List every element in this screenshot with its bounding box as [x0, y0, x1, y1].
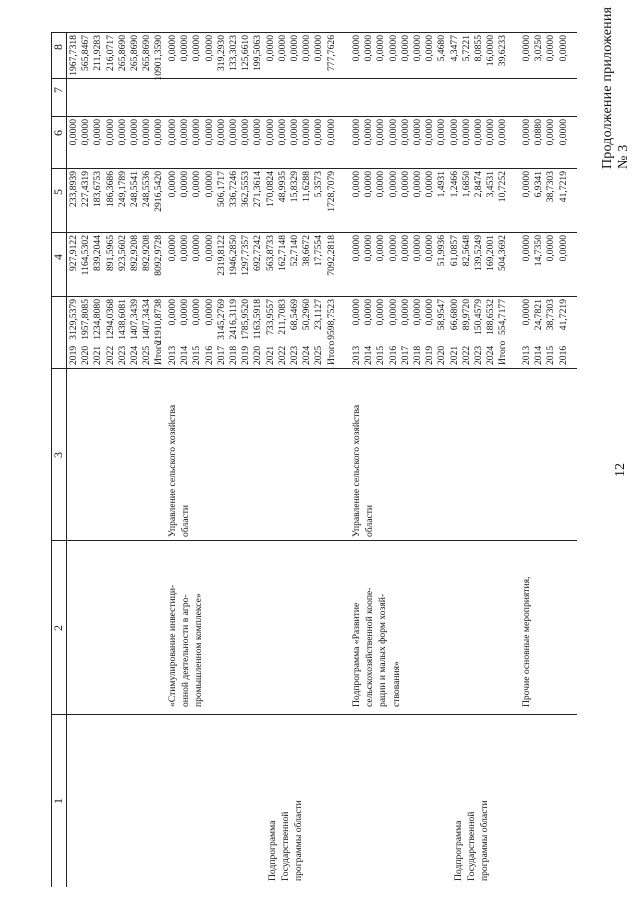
cooperation-row-year: 2016	[387, 345, 399, 365]
investment-row-value: 506,1717	[215, 171, 227, 207]
investment-row-year: 2015	[191, 345, 203, 365]
continued-row-value: 2916,5420	[153, 171, 165, 212]
other-row-year: 2016	[557, 345, 569, 365]
cooperation-row-year: 2013	[351, 345, 362, 365]
cooperation-row-year: 2018	[412, 345, 423, 365]
continued-row-value: 0,0000	[92, 119, 104, 146]
investment-row-value: 0,0000	[240, 119, 252, 146]
continued-row-value: 1407,3439	[129, 299, 140, 340]
cooperation-row-value: 0,0000	[497, 119, 509, 146]
investment-row-value: 170,0824	[264, 171, 276, 207]
cooperation-row-value: 4,3477	[448, 35, 460, 62]
continued-row-value: 10901,3590	[153, 35, 165, 81]
investment-col3-line: области	[180, 504, 192, 537]
investment-row-value: 1728,7079	[325, 171, 337, 212]
header-col-1: 1	[51, 798, 65, 804]
cooperation-row-value: 504,3692	[497, 235, 509, 271]
budget-table	[51, 32, 577, 887]
investment-row-value: 9598,7523	[325, 299, 337, 340]
investment-col1-line: Подпрограмма	[267, 820, 278, 881]
investment-row-value: 0,0000	[203, 299, 215, 326]
investment-row-year: 2021	[264, 345, 276, 365]
cooperation-row-value: 0,0000	[363, 35, 375, 62]
investment-row-value: 0,0000	[313, 35, 325, 62]
investment-row-value: 0,0000	[191, 119, 203, 146]
investment-row-value: 11,6288	[301, 171, 313, 202]
continued-row-value: 249,1789	[116, 171, 128, 207]
investment-row-value: 336,7246	[228, 171, 239, 207]
investment-row-year: 2019	[240, 345, 252, 365]
investment-row-value: 5,3573	[313, 171, 325, 198]
investment-row-value: 0,0000	[179, 171, 191, 198]
cooperation-row-value: 0,0000	[387, 299, 399, 326]
continued-row-value: 565,8467	[80, 35, 92, 71]
continued-row-year: 2025	[141, 345, 153, 365]
col-divider-2	[51, 540, 577, 541]
cooperation-row-value: 0,0000	[375, 299, 387, 326]
investment-row-value: 0,0000	[167, 171, 178, 198]
continued-row-value: 927,9122	[68, 235, 79, 271]
continued-row-value: 1164,5302	[80, 235, 92, 276]
investment-row-value: 0,0000	[313, 119, 325, 146]
cooperation-row-value: 0,0000	[351, 119, 362, 146]
continued-row-value: 891,5965	[104, 235, 116, 271]
investment-row-value: 0,0000	[191, 299, 203, 326]
investment-row-value: 0,0000	[301, 35, 313, 62]
investment-row-value: 0,0000	[191, 35, 203, 62]
investment-row-year: 2018	[228, 345, 239, 365]
continued-row-value: 265,8690	[116, 35, 128, 71]
cooperation-row-value: 8,0855	[473, 35, 484, 62]
continued-row-value: 216,0717	[104, 35, 116, 71]
table-right-border	[51, 32, 577, 33]
cooperation-row-year: 2014	[363, 345, 375, 365]
cooperation-row-value: 0,0000	[387, 235, 399, 262]
cooperation-row-value: 0,0000	[424, 119, 436, 146]
cooperation-row-year: 2020	[436, 345, 448, 365]
header-col-4: 4	[51, 254, 65, 260]
cooperation-row-value: 0,0000	[363, 299, 375, 326]
continued-row-value: 0,0000	[68, 119, 79, 146]
cooperation-row-value: 0,0000	[363, 119, 375, 146]
continued-row-value: 183,6753	[92, 171, 104, 207]
investment-row-value: 0,0000	[301, 119, 313, 146]
continued-row-value: 892,9208	[141, 235, 153, 271]
continued-row-value: 839,2044	[92, 235, 104, 271]
cooperation-row-year: 2024	[485, 345, 497, 365]
cooperation-row-value: 82,5648	[460, 235, 472, 267]
continued-row-year: 2021	[92, 345, 104, 365]
other-row-value: 0,0000	[521, 299, 532, 326]
investment-row-value: 0,0000	[264, 119, 276, 146]
cooperation-col2-line: сельскохозяйственной коопе-	[364, 587, 376, 707]
investment-col2-line: промышленном комплексе»	[193, 593, 205, 707]
investment-row-value: 0,0000	[276, 35, 288, 62]
investment-row-value: 1785,9520	[240, 299, 252, 340]
other-row-value: 3,0250	[533, 35, 545, 62]
investment-row-value: 0,0000	[289, 119, 300, 146]
investment-row-value: 0,0000	[252, 119, 264, 146]
continued-row-value: 21910,8738	[153, 299, 165, 345]
cooperation-row-value: 0,0000	[399, 35, 411, 62]
continued-row-value: 265,8690	[129, 35, 140, 71]
continued-row-value: 923,5602	[116, 235, 128, 271]
investment-row-year: 2014	[179, 345, 191, 365]
investment-row-value: 271,3614	[252, 171, 264, 207]
investment-row-value: 0,0000	[203, 35, 215, 62]
header-col-7: 7	[51, 87, 65, 93]
col-divider-3	[51, 368, 577, 369]
investment-row-year: 2020	[252, 345, 264, 365]
investment-col1-line: Государственной	[280, 811, 292, 881]
cooperation-row-value: 39,6233	[497, 35, 509, 67]
cooperation-row-value: 0,0000	[424, 35, 436, 62]
other-row-value: 0,0000	[521, 235, 532, 262]
investment-row-value: 7092,2818	[325, 235, 337, 276]
header-col-3: 3	[51, 452, 65, 458]
cooperation-row-value: 1,2466	[448, 171, 460, 198]
continued-row-value: 248,5536	[141, 171, 153, 207]
investment-row-value: 0,0000	[179, 235, 191, 262]
investment-row-value: 38,6672	[301, 235, 313, 267]
cooperation-row-value: 0,0000	[412, 171, 423, 198]
other-row-value: 38,7303	[545, 171, 557, 203]
investment-row-value: 162,7148	[276, 235, 288, 271]
investment-row-value: 211,7083	[276, 299, 288, 335]
header-col-8: 8	[51, 44, 65, 50]
investment-row-value: 0,0000	[191, 235, 203, 262]
investment-row-value: 1163,5918	[252, 299, 264, 340]
investment-row-value: 0,0000	[167, 119, 178, 146]
investment-row-value: 0,0000	[289, 35, 300, 62]
investment-row-value: 0,0000	[215, 119, 227, 146]
table-header-bottom-border	[66, 32, 67, 887]
investment-row-value: 0,0000	[167, 235, 178, 262]
cooperation-row-value: 0,0000	[473, 119, 484, 146]
col-divider-5	[51, 232, 577, 233]
investment-row-year: 2025	[313, 345, 325, 365]
investment-row-value: 0,0000	[264, 35, 276, 62]
cooperation-row-value: 0,0000	[436, 119, 448, 146]
investment-row-value: 0,0000	[167, 299, 178, 326]
cooperation-row-value: 5,7221	[460, 35, 472, 62]
other-row-value: 41,7219	[557, 171, 569, 203]
other-row-value: 38,7303	[545, 299, 557, 331]
other-row-value: 0,0000	[557, 119, 569, 146]
cooperation-col2-line: рации и малых форм хозяй-	[377, 593, 389, 707]
investment-row-value: 133,3023	[228, 35, 239, 71]
cooperation-row-value: 0,0000	[412, 299, 423, 326]
other-row-value: 24,7821	[533, 299, 545, 331]
cooperation-row-value: 1,4931	[436, 171, 448, 198]
cooperation-row-value: 0,0000	[399, 299, 411, 326]
cooperation-col3-line: Управление сельского хозяйства	[351, 404, 362, 537]
investment-row-value: 0,0000	[276, 119, 288, 146]
other-row-value: 0,0000	[545, 35, 557, 62]
investment-row-value: 0,0000	[179, 299, 191, 326]
continued-row-value: 0,0000	[80, 119, 92, 146]
cooperation-row-value: 2,8474	[473, 171, 484, 198]
investment-row-value: 2416,3119	[228, 299, 239, 340]
investment-row-value: 0,0000	[203, 119, 215, 146]
header-col-6: 6	[51, 130, 65, 136]
cooperation-row-value: 66,6800	[448, 299, 460, 331]
cooperation-col1-line: Подпрограмма	[453, 820, 464, 881]
continued-row-value: 186,3686	[104, 171, 116, 207]
other-row-value: 0,0000	[521, 119, 532, 146]
investment-row-value: 48,9935	[276, 171, 288, 203]
other-col2-line: Прочие основные мероприятия,	[521, 576, 532, 707]
cooperation-row-value: 0,0000	[351, 35, 362, 62]
continued-row-value: 892,9208	[129, 235, 140, 271]
cooperation-col2-line: ствования»	[390, 661, 402, 707]
investment-row-year: 2022	[276, 345, 288, 365]
col-divider-6	[51, 168, 577, 169]
cooperation-row-value: 0,0000	[387, 35, 399, 62]
cooperation-row-value: 0,0000	[485, 119, 497, 146]
cooperation-row-value: 3,4531	[485, 171, 497, 198]
cooperation-row-year: 2017	[399, 345, 411, 365]
cooperation-row-value: 139,5249	[473, 235, 484, 271]
col-divider-1	[51, 714, 577, 715]
cooperation-row-value: 0,0000	[412, 235, 423, 262]
cooperation-row-year: 2022	[460, 345, 472, 365]
investment-row-value: 3145,2769	[215, 299, 227, 340]
investment-row-value: 125,6610	[240, 35, 252, 71]
continued-row-value: 1438,6081	[116, 299, 128, 340]
investment-row-value: 777,7626	[325, 35, 337, 71]
cooperation-row-value: 51,9936	[436, 235, 448, 267]
investment-row-value: 0,0000	[228, 119, 239, 146]
investment-row-year: 2023	[289, 345, 300, 365]
cooperation-row-value: 0,0000	[351, 235, 362, 262]
investment-row-value: 0,0000	[203, 235, 215, 262]
investment-row-value: 17,7554	[313, 235, 325, 267]
other-row-value: 0,0000	[521, 171, 532, 198]
continued-row-value: 8092,9728	[153, 235, 165, 276]
continued-row-year: 2024	[129, 345, 140, 365]
investment-row-value: 733,9557	[264, 299, 276, 335]
cooperation-row-value: 169,2001	[485, 235, 497, 271]
continued-row-value: 0,0000	[116, 119, 128, 146]
cooperation-row-value: 554,7177	[497, 299, 509, 335]
continued-row-year: 2023	[116, 345, 128, 365]
other-row-value: 0,0000	[545, 235, 557, 262]
cooperation-row-value: 0,0000	[351, 171, 362, 198]
cooperation-row-value: 0,0000	[412, 119, 423, 146]
cooperation-row-value: 0,0000	[399, 235, 411, 262]
other-row-value: 0,0000	[557, 35, 569, 62]
investment-row-value: 563,8733	[264, 235, 276, 271]
investment-col2-line: «Стимулирование инвестици-	[167, 584, 178, 707]
other-row-value: 0,0000	[521, 35, 532, 62]
cooperation-row-year: 2019	[424, 345, 436, 365]
cooperation-row-year: 2021	[448, 345, 460, 365]
continued-row-value: 265,8690	[141, 35, 153, 71]
page-number: 12	[613, 463, 628, 477]
cooperation-row-value: 0,0000	[424, 171, 436, 198]
cooperation-row-value: 0,0000	[351, 299, 362, 326]
investment-row-value: 1297,7357	[240, 235, 252, 276]
continued-row-value: 0,0000	[104, 119, 116, 146]
cooperation-row-value: 0,0000	[412, 35, 423, 62]
cooperation-row-value: 0,0000	[448, 119, 460, 146]
cooperation-row-value: 5,4680	[436, 35, 448, 62]
continued-row-value: 0,0000	[141, 119, 153, 146]
col-divider-7	[51, 116, 577, 117]
header-col-5: 5	[51, 189, 65, 195]
cooperation-row-value: 150,4579	[473, 299, 484, 335]
cooperation-row-value: 0,0000	[375, 35, 387, 62]
continued-row-value: 227,4319	[80, 171, 92, 207]
continued-row-value: 1967,7318	[68, 35, 79, 76]
other-row-value: 0,0000	[545, 119, 557, 146]
cooperation-col1-line: программы области	[479, 800, 491, 881]
investment-row-value: 0,0000	[179, 119, 191, 146]
continued-row-value: 1294,0368	[104, 299, 116, 340]
other-row-year: 2015	[545, 345, 557, 365]
cooperation-col1-line: Государственной	[466, 811, 478, 881]
cooperation-col2-line: Подпрограмма «Развитие	[351, 602, 362, 707]
investment-row-value: 52,7140	[289, 235, 300, 267]
cooperation-row-year: 2015	[375, 345, 387, 365]
investment-row-value: 2319,8122	[215, 235, 227, 276]
investment-row-value: 68,5469	[289, 299, 300, 331]
cooperation-row-value: 58,9547	[436, 299, 448, 331]
investment-row-year: 2016	[203, 345, 215, 365]
investment-col2-line: онной деятельности в агро-	[180, 594, 192, 707]
cooperation-row-value: 0,0000	[375, 171, 387, 198]
other-row-year: 2013	[521, 345, 532, 365]
cooperation-row-value: 10,7252	[497, 171, 509, 203]
cooperation-row-value: 0,0000	[387, 171, 399, 198]
investment-row-value: 199,5063	[252, 35, 264, 71]
cooperation-row-value: 0,0000	[363, 171, 375, 198]
cooperation-row-value: 0,0000	[387, 119, 399, 146]
cooperation-row-value: 0,0000	[399, 171, 411, 198]
investment-row-value: 15,8329	[289, 171, 300, 203]
investment-row-value: 1946,2850	[228, 235, 239, 276]
continued-row-value: 1957,8085	[80, 299, 92, 340]
cooperation-row-value: 0,0000	[424, 235, 436, 262]
investment-row-value: 0,0000	[203, 171, 215, 198]
cooperation-row-value: 0,0000	[375, 235, 387, 262]
continued-row-value: 211,9283	[92, 35, 104, 71]
investment-row-value: 0,0000	[167, 35, 178, 62]
investment-row-value: 319,2930	[215, 35, 227, 71]
cooperation-col3-line: области	[364, 504, 376, 537]
continued-row-value: 1407,3434	[141, 299, 153, 340]
header-col-2: 2	[51, 625, 65, 631]
continued-row-year: 2020	[80, 345, 92, 365]
continued-row-value: 0,0000	[153, 119, 165, 146]
continued-row-value: 3129,5379	[68, 299, 79, 340]
investment-col3-line: Управление сельского хозяйства	[167, 404, 178, 537]
cooperation-row-value: 0,0000	[375, 119, 387, 146]
other-row-year: 2014	[533, 345, 545, 365]
other-row-value: 6,9341	[533, 171, 545, 198]
continued-row-value: 233,8939	[68, 171, 79, 207]
investment-row-value: 0,0000	[191, 171, 203, 198]
investment-row-value: 23,1127	[313, 299, 325, 330]
investment-row-value: 0,0000	[179, 35, 191, 62]
investment-row-year: 2024	[301, 345, 313, 365]
cooperation-row-value: 0,0000	[363, 235, 375, 262]
other-row-value: 0,0880	[533, 119, 545, 146]
appendix-title: Продолжение приложения № 3	[600, 6, 631, 169]
cooperation-row-year: Итого	[497, 340, 509, 365]
investment-row-value: 0,0000	[325, 119, 337, 146]
continued-row-year: Итого	[153, 340, 165, 365]
cooperation-row-value: 61,0857	[448, 235, 460, 267]
cooperation-row-value: 1,6850	[460, 171, 472, 198]
investment-row-value: 362,5553	[240, 171, 252, 207]
cooperation-row-value: 0,0000	[460, 119, 472, 146]
continued-row-value: 0,0000	[129, 119, 140, 146]
continued-row-year: 2019	[68, 345, 79, 365]
cooperation-row-value: 16,0000	[485, 35, 497, 67]
investment-row-year: 2017	[215, 345, 227, 365]
other-row-value: 0,0000	[557, 235, 569, 262]
other-row-value: 14,7350	[533, 235, 545, 267]
continued-row-value: 1234,8080	[92, 299, 104, 340]
investment-row-value: 692,7242	[252, 235, 264, 271]
investment-row-value: 50,2960	[301, 299, 313, 331]
continued-row-year: 2022	[104, 345, 116, 365]
col-divider-4	[51, 296, 577, 297]
investment-row-year: Итого	[325, 340, 337, 365]
cooperation-row-value: 0,0000	[424, 299, 436, 326]
cooperation-row-value: 188,6532	[485, 299, 497, 335]
cooperation-row-value: 0,0000	[399, 119, 411, 146]
other-row-value: 41,7219	[557, 299, 569, 331]
cooperation-row-year: 2023	[473, 345, 484, 365]
investment-col1-line: программы области	[293, 800, 305, 881]
investment-row-year: 2013	[167, 345, 178, 365]
continued-row-value: 248,5541	[129, 171, 140, 207]
cooperation-row-value: 89,9720	[460, 299, 472, 331]
